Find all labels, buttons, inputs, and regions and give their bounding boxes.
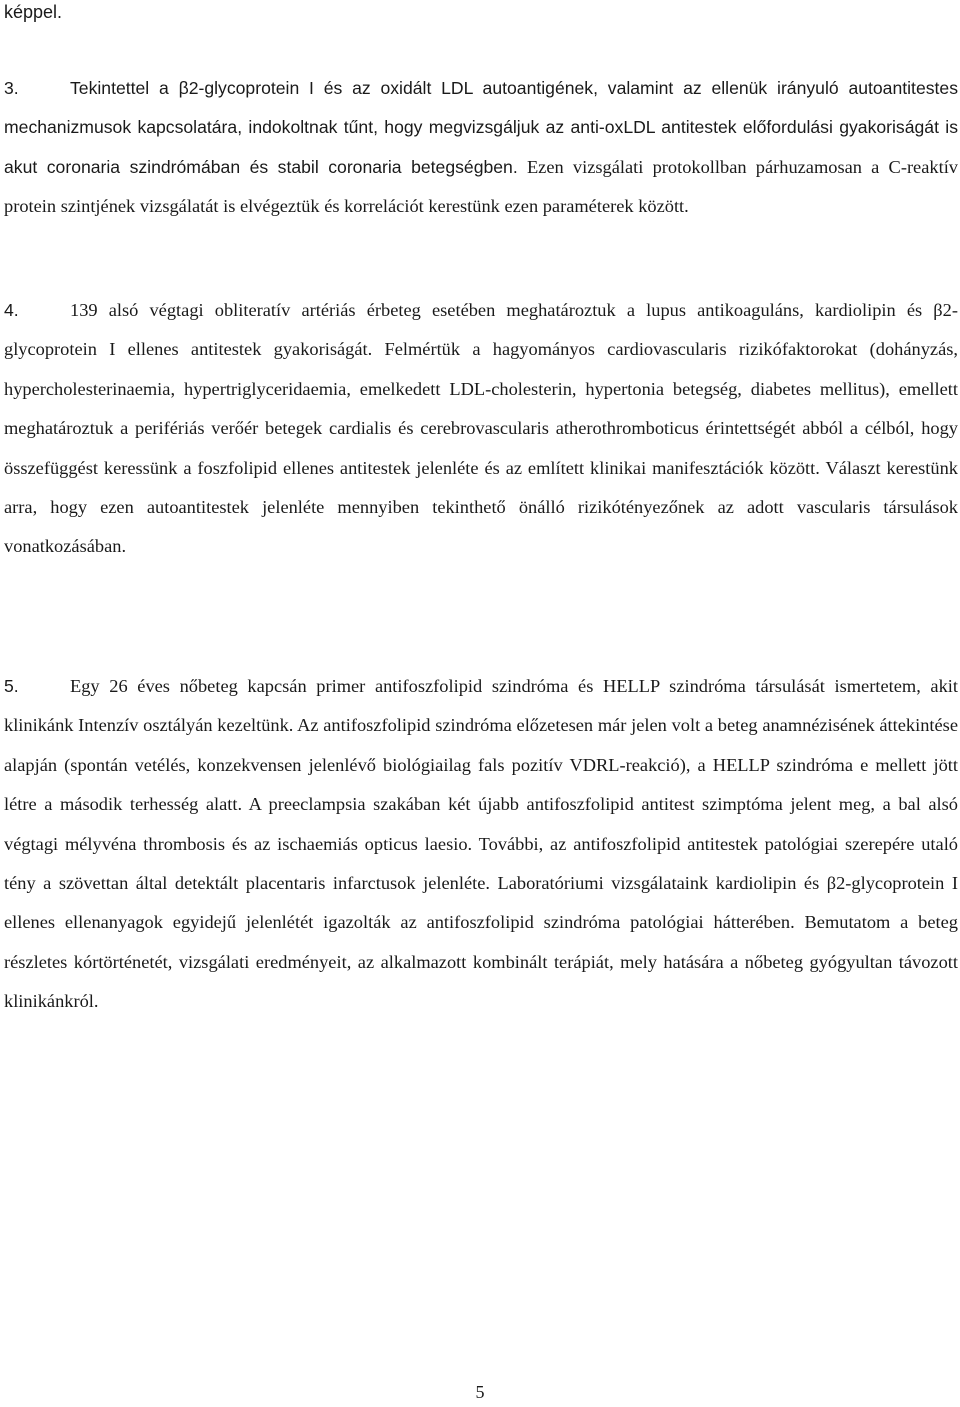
paragraph-4-text: 139 alsó végtagi obliteratív artériás érbeteg esetében meghatároztuk a lupus antikoaguláns, kardiolipin és β2-glycoprotein I ellenes antitestek gyakoriságát. Felmértük a hagyományos cardiovascularis rizikófaktorokat (dohányzás, hypercholesterinaemia, hypertriglyceridaemia, emelkedett LDL-cholesterin, hypertonia betegség, diabetes mellitus), emellett meghatároztuk a perifériás verőér betegek cardialis és cerebrovascularis atherothromboticus érintettségét abból a célból, hogy összefüggést keressünk a foszfolipid ellenes antitestek jelenléte és az említett klinikai manifesztációk között. Választ kerestünk arra, hogy ezen autoantitestek jelenléte mennyiben tekinthető önálló rizikótényezőnek az adott vascularis társulások vonatkozásában. xyxy=(4,300,958,557)
page-number: 5 xyxy=(475,1382,485,1402)
paragraph-5-text: Egy 26 éves nőbeteg kapcsán primer antifoszfolipid szindróma és HELLP szindróma társulását ismertetem, akit klinikánk Intenzív osztályán kezeltünk. Az antifoszfolipid szindróma előzetesen már jelen volt a beteg anamnézisének áttekintése alapján (spontán vetélés, konzekvensen jelenlévő biológiailag fals pozitív VDRL-reakció), a HELLP szindróma e mellett jött létre a második terhesség alatt. A preeclampsia szakában két újabb antifoszfolipid antitest szimptóma jelent meg, a bal alsó végtagi mélyvéna thrombosis és az ischaemiás opticus laesio. További, az antifoszfolipid antitestek patológiai szerepére utaló tény a szövettan által detektált placentaris infarctusok jelenléte. Laboratóriumi vizsgálataink kardiolipin és β2-glycoprotein I ellenes ellenanyagok egyidejű jelenlétét igazolták az antifoszfolipid szindróma patológiai hátterében. Bemutatom a beteg részletes kórtörténetét, vizsgálati eredményeit, az alkalmazott kombinált terápiát, mely hatására a nőbeteg gyógyultan távozott klinikánkról. xyxy=(4,676,958,1012)
paragraph-4 xyxy=(4,291,958,567)
paragraph-3 xyxy=(4,69,958,227)
paragraph-3-lead-text: Tekintettel a β2-glycoprotein I és az oxidált LDL autoantigének, valamint az ellenük irányuló autoantitestes mechanizmusok kapcsolatára, indokoltnak tűnt, hogy megvizsgáljuk az anti-oxLDL antitestek előfordulási gyakoriságát is akut coronaria szindrómában és stabil coronaria betegségben. xyxy=(4,78,958,177)
paragraph-3-text: Ezen vizsgálati protokollban párhuzamosan a C-reaktív protein szintjének vizsgálatát is elvégeztük és korrelációt kerestünk ezen paraméterek között. xyxy=(4,156,958,217)
top-text-fragment: képpel. xyxy=(4,2,63,22)
paragraph-4-number: 4. xyxy=(4,300,19,320)
paragraph-5 xyxy=(4,667,958,1022)
document-page xyxy=(4,0,958,1012)
paragraph-3-number: 3. xyxy=(4,78,19,98)
paragraph-5-number: 5. xyxy=(4,676,19,696)
